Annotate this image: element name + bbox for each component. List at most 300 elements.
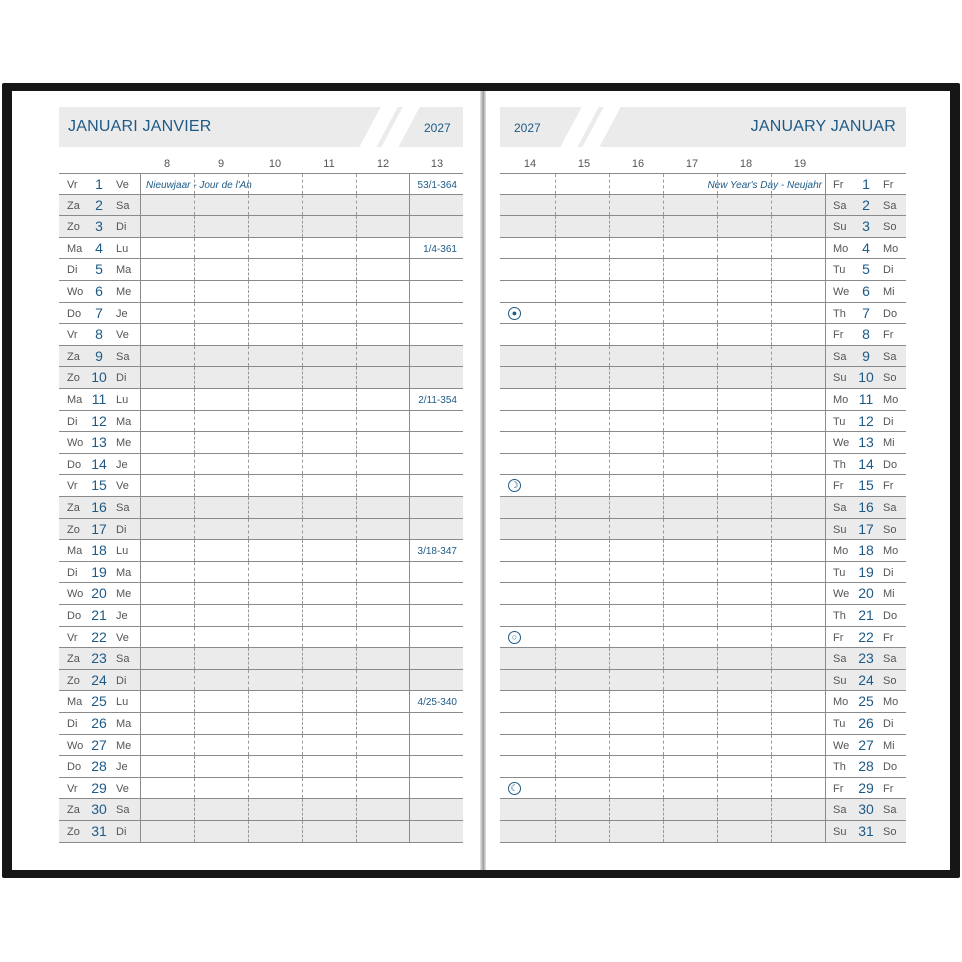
hour-divider bbox=[302, 324, 303, 345]
hour-divider bbox=[140, 627, 141, 648]
hour-divider bbox=[663, 627, 664, 648]
hour-divider bbox=[825, 432, 826, 453]
weekday-french: Me bbox=[116, 286, 132, 298]
hour-divider bbox=[409, 562, 410, 583]
day-number: 6 bbox=[862, 283, 870, 299]
hour-divider bbox=[771, 799, 772, 820]
hour-divider bbox=[663, 799, 664, 820]
day-row bbox=[500, 346, 906, 368]
day-row bbox=[59, 735, 463, 757]
weekday-english: Su bbox=[833, 826, 847, 838]
hour-divider bbox=[609, 756, 610, 777]
day-number: 7 bbox=[862, 304, 870, 321]
day-row bbox=[500, 367, 906, 389]
hour-divider bbox=[194, 281, 195, 302]
day-row bbox=[59, 821, 463, 843]
weekday-german: So bbox=[883, 826, 897, 838]
weekday-dutch: Zo bbox=[67, 826, 80, 838]
hour-divider bbox=[302, 216, 303, 237]
hour-divider bbox=[717, 303, 718, 324]
hour-divider bbox=[356, 389, 357, 410]
hour-divider bbox=[194, 216, 195, 237]
week-number: 4/25-340 bbox=[417, 697, 457, 709]
hour-divider bbox=[140, 799, 141, 820]
hour-divider bbox=[555, 670, 556, 691]
day-number: 13 bbox=[91, 434, 107, 451]
hour-divider bbox=[717, 540, 718, 561]
weekday-dutch: Za bbox=[67, 804, 80, 817]
hour-divider bbox=[609, 519, 610, 540]
weekday-french: Sa bbox=[116, 653, 130, 666]
last-quarter-moon-icon: ☾ bbox=[508, 782, 521, 795]
hour-divider bbox=[140, 259, 141, 280]
hour-divider bbox=[302, 648, 303, 669]
hour-divider bbox=[140, 821, 141, 842]
hour-divider bbox=[248, 346, 249, 367]
hour-divider bbox=[302, 195, 303, 216]
weekday-english: Fr bbox=[833, 179, 844, 191]
hour-divider bbox=[194, 691, 195, 712]
hour-divider bbox=[194, 497, 195, 518]
hour-divider bbox=[302, 670, 303, 691]
weekday-french: Ve bbox=[116, 631, 129, 644]
weekday-french: Ve bbox=[116, 480, 129, 493]
weekday-english: Sa bbox=[833, 199, 847, 212]
hour-divider bbox=[248, 454, 249, 475]
hour-divider bbox=[771, 648, 772, 669]
day-row bbox=[500, 281, 906, 303]
hour-divider bbox=[302, 519, 303, 540]
hour-divider bbox=[771, 389, 772, 410]
hour-divider bbox=[140, 583, 141, 604]
hour-label: 8 bbox=[163, 158, 171, 170]
day-number: 2 bbox=[862, 196, 870, 213]
right-page bbox=[486, 91, 950, 870]
weekday-french: Lu bbox=[116, 242, 129, 255]
hour-divider bbox=[302, 691, 303, 712]
week-number: 2/11-354 bbox=[418, 395, 457, 406]
day-grid bbox=[59, 173, 463, 843]
hour-divider bbox=[609, 475, 610, 496]
hour-label: 15 bbox=[577, 158, 591, 170]
hour-divider bbox=[555, 303, 556, 324]
weekday-french: Sa bbox=[116, 199, 130, 212]
hour-divider bbox=[409, 627, 410, 648]
hour-divider bbox=[302, 389, 303, 410]
hour-divider bbox=[555, 562, 556, 583]
hour-divider bbox=[409, 605, 410, 626]
day-number: 1 bbox=[95, 176, 103, 192]
weekday-english: Tu bbox=[833, 264, 846, 277]
day-number: 9 bbox=[862, 347, 870, 364]
hour-divider bbox=[140, 454, 141, 475]
day-number: 10 bbox=[91, 369, 107, 386]
weekday-dutch: Wo bbox=[67, 437, 84, 450]
hour-divider bbox=[609, 281, 610, 302]
weekday-french: Sa bbox=[116, 350, 130, 363]
hour-divider bbox=[717, 195, 718, 216]
hour-divider bbox=[248, 389, 249, 410]
day-number: 29 bbox=[858, 779, 874, 796]
hour-divider bbox=[248, 648, 249, 669]
weekday-german: Mo bbox=[883, 696, 899, 709]
hour-divider bbox=[717, 778, 718, 799]
day-row bbox=[59, 756, 463, 778]
hour-divider bbox=[248, 583, 249, 604]
hour-divider bbox=[663, 195, 664, 216]
weekday-german: Fr bbox=[883, 329, 894, 342]
hour-divider bbox=[194, 238, 195, 259]
hour-divider bbox=[663, 735, 664, 756]
day-row bbox=[500, 324, 906, 346]
day-number: 12 bbox=[91, 412, 107, 429]
hour-divider bbox=[555, 735, 556, 756]
hour-divider bbox=[609, 562, 610, 583]
hour-divider bbox=[555, 432, 556, 453]
hour-divider bbox=[409, 259, 410, 280]
hour-divider bbox=[663, 821, 664, 842]
day-number: 7 bbox=[95, 304, 103, 321]
hour-divider bbox=[555, 367, 556, 388]
weekday-french: Sa bbox=[116, 804, 130, 817]
weekday-dutch: Ma bbox=[67, 696, 83, 709]
day-number: 25 bbox=[91, 693, 107, 710]
hour-divider bbox=[140, 238, 141, 259]
hour-divider bbox=[248, 432, 249, 453]
weekday-english: Fr bbox=[833, 480, 844, 493]
day-number: 30 bbox=[858, 801, 874, 818]
weekday-dutch: Di bbox=[67, 264, 78, 277]
hour-divider bbox=[825, 562, 826, 583]
hour-label: 19 bbox=[793, 158, 807, 170]
hour-divider bbox=[356, 303, 357, 324]
hour-divider bbox=[825, 799, 826, 820]
hour-divider bbox=[825, 670, 826, 691]
hour-divider bbox=[717, 713, 718, 734]
day-row bbox=[59, 216, 463, 238]
hour-divider bbox=[302, 281, 303, 302]
weekday-dutch: Zo bbox=[67, 372, 80, 385]
hour-divider bbox=[717, 605, 718, 626]
hour-divider bbox=[356, 583, 357, 604]
hour-divider bbox=[663, 605, 664, 626]
hour-divider bbox=[409, 411, 410, 432]
hour-divider bbox=[663, 238, 664, 259]
hour-divider bbox=[248, 540, 249, 561]
day-number: 2 bbox=[95, 196, 103, 213]
hour-divider bbox=[555, 519, 556, 540]
hour-divider bbox=[555, 281, 556, 302]
weekday-dutch: Wo bbox=[67, 286, 84, 298]
hour-divider bbox=[356, 562, 357, 583]
weekday-dutch: Za bbox=[67, 350, 80, 363]
weekday-english: Tu bbox=[833, 566, 846, 579]
hour-divider bbox=[825, 648, 826, 669]
hour-divider bbox=[555, 174, 556, 194]
hour-divider bbox=[609, 303, 610, 324]
hour-divider bbox=[248, 411, 249, 432]
day-row bbox=[500, 605, 906, 627]
day-row bbox=[59, 713, 463, 735]
hour-divider bbox=[555, 821, 556, 842]
weekday-english: Sa bbox=[833, 804, 847, 817]
hour-divider bbox=[248, 799, 249, 820]
hour-label: 18 bbox=[739, 158, 753, 170]
left-page-header bbox=[59, 107, 463, 147]
hour-divider bbox=[717, 583, 718, 604]
day-number: 18 bbox=[858, 542, 874, 559]
day-row bbox=[500, 173, 906, 195]
day-row bbox=[500, 454, 906, 476]
hour-divider bbox=[356, 324, 357, 345]
day-number: 26 bbox=[858, 715, 874, 731]
weekday-german: Di bbox=[883, 718, 894, 730]
hour-divider bbox=[825, 411, 826, 432]
hour-divider bbox=[302, 799, 303, 820]
day-number: 15 bbox=[91, 477, 107, 494]
hour-divider bbox=[409, 691, 410, 712]
hour-divider bbox=[609, 324, 610, 345]
day-number: 27 bbox=[91, 736, 107, 753]
weekday-german: Do bbox=[883, 761, 898, 774]
hour-divider bbox=[825, 497, 826, 518]
hour-divider bbox=[356, 778, 357, 799]
first-quarter-moon-icon: ☽ bbox=[508, 479, 521, 492]
day-number: 19 bbox=[91, 563, 107, 580]
hour-divider bbox=[555, 454, 556, 475]
week-number: 1/4-361 bbox=[423, 243, 457, 255]
hour-divider bbox=[771, 627, 772, 648]
weekday-dutch: Ma bbox=[67, 545, 83, 558]
weekday-english: Su bbox=[833, 523, 847, 536]
hour-divider bbox=[409, 432, 410, 453]
hour-divider bbox=[771, 281, 772, 302]
weekday-french: Me bbox=[116, 739, 132, 752]
day-row bbox=[59, 497, 463, 519]
year-label: 2027 bbox=[424, 121, 451, 135]
day-row bbox=[59, 670, 463, 692]
day-row bbox=[59, 324, 463, 346]
hour-divider bbox=[717, 691, 718, 712]
hour-divider bbox=[248, 497, 249, 518]
hour-divider bbox=[356, 519, 357, 540]
hour-divider bbox=[302, 475, 303, 496]
weekday-french: Di bbox=[116, 221, 127, 234]
hour-divider bbox=[140, 281, 141, 302]
week-number: 3/18-347 bbox=[417, 546, 457, 558]
hour-divider bbox=[771, 778, 772, 799]
hour-divider bbox=[194, 605, 195, 626]
hour-divider bbox=[825, 195, 826, 216]
hour-divider bbox=[409, 497, 410, 518]
day-number: 8 bbox=[95, 326, 103, 343]
hour-divider bbox=[140, 497, 141, 518]
hour-divider bbox=[771, 540, 772, 561]
hour-divider bbox=[663, 454, 664, 475]
hour-divider bbox=[248, 756, 249, 777]
hour-divider bbox=[825, 756, 826, 777]
weekday-german: Mi bbox=[883, 437, 895, 450]
hour-divider bbox=[825, 281, 826, 302]
weekday-german: Sa bbox=[883, 350, 897, 363]
hour-divider bbox=[140, 562, 141, 583]
weekday-english: Tu bbox=[833, 718, 846, 730]
weekday-german: Mi bbox=[883, 588, 895, 601]
hour-divider bbox=[555, 324, 556, 345]
day-number: 22 bbox=[858, 628, 874, 645]
hour-divider bbox=[248, 259, 249, 280]
hour-divider bbox=[663, 411, 664, 432]
weekday-german: Di bbox=[883, 415, 894, 428]
hour-divider bbox=[409, 519, 410, 540]
weekday-english: Th bbox=[833, 761, 846, 774]
hour-divider bbox=[140, 324, 141, 345]
hour-divider bbox=[771, 519, 772, 540]
hour-divider bbox=[717, 648, 718, 669]
hour-divider bbox=[609, 821, 610, 842]
weekday-german: So bbox=[883, 372, 897, 385]
holiday-label: Nieuwjaar - Jour de l'An bbox=[146, 180, 252, 191]
hour-divider bbox=[609, 367, 610, 388]
hour-divider bbox=[140, 735, 141, 756]
hour-divider bbox=[302, 735, 303, 756]
hour-divider bbox=[663, 324, 664, 345]
hour-divider bbox=[555, 497, 556, 518]
hour-divider bbox=[356, 432, 357, 453]
hour-divider bbox=[609, 799, 610, 820]
day-number: 21 bbox=[91, 607, 107, 623]
hour-divider bbox=[194, 367, 195, 388]
hour-divider bbox=[717, 216, 718, 237]
weekday-french: Me bbox=[116, 588, 132, 601]
hour-divider bbox=[194, 519, 195, 540]
day-row bbox=[500, 432, 906, 454]
hour-divider bbox=[356, 605, 357, 626]
holiday-label: New Year's Day - Neujahr bbox=[707, 180, 822, 191]
hour-divider bbox=[140, 648, 141, 669]
hour-divider bbox=[302, 411, 303, 432]
day-number: 12 bbox=[858, 412, 874, 429]
weekday-french: Ma bbox=[116, 415, 132, 428]
weekday-german: So bbox=[883, 523, 897, 536]
hour-divider bbox=[356, 346, 357, 367]
day-number: 11 bbox=[858, 391, 874, 407]
day-row bbox=[500, 756, 906, 778]
hour-divider bbox=[409, 713, 410, 734]
hour-divider bbox=[771, 735, 772, 756]
weekday-german: So bbox=[883, 674, 897, 687]
day-row bbox=[500, 735, 906, 757]
weekday-french: Lu bbox=[116, 696, 129, 709]
day-number: 14 bbox=[91, 455, 107, 472]
hour-divider bbox=[663, 216, 664, 237]
hour-divider bbox=[609, 174, 610, 194]
weekday-english: Fr bbox=[833, 329, 844, 342]
hour-divider bbox=[248, 238, 249, 259]
day-row bbox=[59, 648, 463, 670]
day-row bbox=[500, 562, 906, 584]
hour-label: 12 bbox=[376, 158, 390, 170]
day-row bbox=[500, 497, 906, 519]
hour-divider bbox=[194, 324, 195, 345]
hour-divider bbox=[555, 648, 556, 669]
hour-divider bbox=[609, 713, 610, 734]
hour-divider bbox=[140, 432, 141, 453]
hour-divider bbox=[248, 605, 249, 626]
hour-divider bbox=[356, 238, 357, 259]
hour-divider bbox=[302, 497, 303, 518]
hour-divider bbox=[555, 778, 556, 799]
hour-divider bbox=[302, 174, 303, 194]
day-row bbox=[59, 195, 463, 217]
hour-divider bbox=[409, 799, 410, 820]
hour-divider bbox=[825, 713, 826, 734]
hour-divider bbox=[555, 605, 556, 626]
hour-divider bbox=[302, 540, 303, 561]
hour-divider bbox=[194, 411, 195, 432]
weekday-french: Di bbox=[116, 826, 127, 838]
weekday-english: Mo bbox=[833, 242, 849, 255]
day-row bbox=[59, 411, 463, 433]
hour-divider bbox=[771, 259, 772, 280]
weekday-english: We bbox=[833, 437, 850, 450]
weekday-english: We bbox=[833, 286, 850, 298]
hour-divider bbox=[140, 389, 141, 410]
hour-divider bbox=[609, 432, 610, 453]
full-moon-icon: ○ bbox=[508, 631, 521, 644]
day-row bbox=[500, 540, 906, 562]
hour-divider bbox=[609, 605, 610, 626]
hour-divider bbox=[555, 799, 556, 820]
hour-divider bbox=[302, 821, 303, 842]
weekday-english: Su bbox=[833, 372, 847, 385]
weekday-dutch: Za bbox=[67, 653, 80, 666]
hour-divider bbox=[771, 583, 772, 604]
hour-divider bbox=[356, 627, 357, 648]
hour-divider bbox=[825, 691, 826, 712]
weekday-german: Fr bbox=[883, 631, 894, 644]
hour-divider bbox=[356, 195, 357, 216]
day-row bbox=[500, 691, 906, 713]
hour-divider bbox=[409, 670, 410, 691]
hour-divider bbox=[771, 346, 772, 367]
hour-divider bbox=[663, 562, 664, 583]
hour-divider bbox=[609, 735, 610, 756]
hour-divider bbox=[771, 411, 772, 432]
hour-divider bbox=[555, 691, 556, 712]
hour-divider bbox=[717, 519, 718, 540]
hour-divider bbox=[771, 670, 772, 691]
hour-divider bbox=[717, 281, 718, 302]
hour-divider bbox=[717, 756, 718, 777]
hour-divider bbox=[248, 778, 249, 799]
hour-divider bbox=[825, 735, 826, 756]
day-number: 14 bbox=[858, 455, 874, 472]
hour-divider bbox=[356, 367, 357, 388]
hour-divider bbox=[555, 346, 556, 367]
hour-divider bbox=[140, 303, 141, 324]
weekday-english: Fr bbox=[833, 631, 844, 644]
hour-divider bbox=[194, 583, 195, 604]
day-row bbox=[500, 519, 906, 541]
hour-divider bbox=[717, 670, 718, 691]
hour-divider bbox=[409, 346, 410, 367]
day-row bbox=[500, 821, 906, 843]
weekday-english: Mo bbox=[833, 545, 849, 558]
hour-divider bbox=[302, 303, 303, 324]
hour-divider bbox=[555, 195, 556, 216]
hour-divider bbox=[194, 821, 195, 842]
